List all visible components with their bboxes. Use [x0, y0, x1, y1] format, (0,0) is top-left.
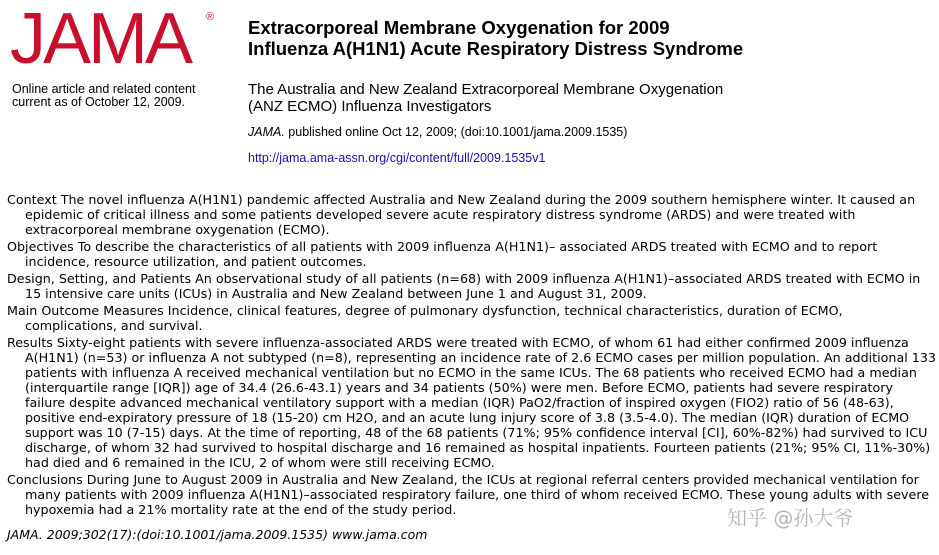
author-group: [248, 81, 723, 115]
online-note-line-1: Online article and related content: [12, 82, 196, 96]
section-label: Design, Setting, and Patients: [7, 271, 192, 286]
abstract-outcome-measures: [7, 303, 937, 333]
article-title-line-2: Influenza A(H1N1) Acute Respiratory Distress Syndrome: [248, 38, 744, 59]
jama-logo: [10, 0, 220, 79]
registered-mark: ®: [206, 11, 215, 23]
online-note-line-2: current as of October 12, 2009.: [12, 95, 186, 109]
section-label: Main Outcome Measures: [7, 303, 164, 318]
abstract-context: [7, 192, 937, 237]
abstract-objectives: [7, 239, 937, 269]
section-text: An observational study of all patients (n=68) with 2009 influenza A(H1N1)–associated ARDS treated with ECMO in 15 intensive care units (ICUs) in Australia and New Zealand between June 1 and August 31, 2009.: [25, 271, 921, 301]
abstract-results: [7, 335, 937, 470]
author-line-2: (ANZ ECMO) Influenza Investigators: [248, 98, 492, 115]
section-label: Context: [7, 192, 57, 207]
logo-text: JAMA: [10, 0, 191, 79]
footer-citation: JAMA. 2009;302(17):(doi:10.1001/jama.2009.1535) www.jama.com: [7, 527, 428, 542]
article-url-link[interactable]: http://jama.ama-assn.org/cgi/content/full/2009.1535v1: [248, 151, 546, 165]
section-text: To describe the characteristics of all patients with 2009 influenza A(H1N1)– associated ARDS treated with ECMO and to report incidence, resource utilization, and patient outcomes.: [25, 239, 878, 269]
section-text: Sixty-eight patients with severe influenza-associated ARDS were treated with ECMO, of whom 61 had either confirmed 2009 influenza A(H1N1) (n=53) or influenza A not subtyped (n=8), representing an incidence rate of 2.6 ECMO cases per million population. An additional 133 patients with influenza A received mechanical ventilation but no ECMO in the same ICUs. The 68 patients who received ECMO had a median (interquartile range [IQR]) age of 34.4 (26.6-43.1) years and 34 patients (50%) were men. Before ECMO, patients had severe respiratory failure despite advanced mechanical ventilatory support with a median (IQR) PaO2/fraction of inspired oxygen (FIO2) ratio of 56 (48-63), positive end-expiratory pressure of 18 (15-20) cm H2O, and an acute lung injury score of 3.8 (3.5-4.0). The median (IQR) duration of ECMO support was 10 (7-15) days. At the time of reporting, 48 of the 68 patients (71%; 95% confidence interval [CI], 60%-82%) had survived to ICU discharge, of whom 32 had survived to hospital discharge and 16 remained as hospital inpatients. Fourteen patients (21%; 95% CI, 11%-30%) had died and 6 remained in the ICU, 2 of whom were still receiving ECMO.: [25, 335, 937, 470]
section-label: Results: [7, 335, 53, 350]
citation: [248, 125, 627, 139]
section-label: Conclusions: [7, 472, 83, 487]
section-label: Objectives: [7, 239, 74, 254]
article-header: [248, 17, 928, 165]
section-text: During June to August 2009 in Australia and New Zealand, the ICUs at regional referral centers provided mechanical ventilation for many patients with 2009 influenza A(H1N1)–associated respiratory failure, one third of whom received ECMO. These young adults with severe hypoxemia had a 21% mortality rate at the end of the study period.: [25, 472, 930, 517]
citation-details: published online Oct 12, 2009; (doi:10.1001/jama.2009.1535): [284, 125, 628, 139]
author-line-1: The Australia and New Zealand Extracorporeal Membrane Oxygenation: [248, 81, 724, 98]
online-note: [12, 83, 222, 109]
citation-journal: JAMA.: [248, 125, 285, 139]
abstract: [7, 192, 937, 519]
abstract-design: [7, 271, 937, 301]
watermark: 知乎 @孙大爷: [727, 506, 854, 530]
article-title-line-1: Extracorporeal Membrane Oxygenation for 2009: [248, 17, 670, 38]
section-text: The novel influenza A(H1N1) pandemic affected Australia and New Zealand during the 2009 southern hemisphere winter. It caused an epidemic of critical illness and some patients developed severe acute respiratory distress syndrome (ARDS) and were treated with extracorporeal membrane oxygenation (ECMO).: [25, 192, 916, 237]
section-text: Incidence, clinical features, degree of pulmonary dysfunction, technical characteristics, duration of ECMO, complications, and survival.: [25, 303, 843, 333]
article-title: [248, 17, 928, 59]
